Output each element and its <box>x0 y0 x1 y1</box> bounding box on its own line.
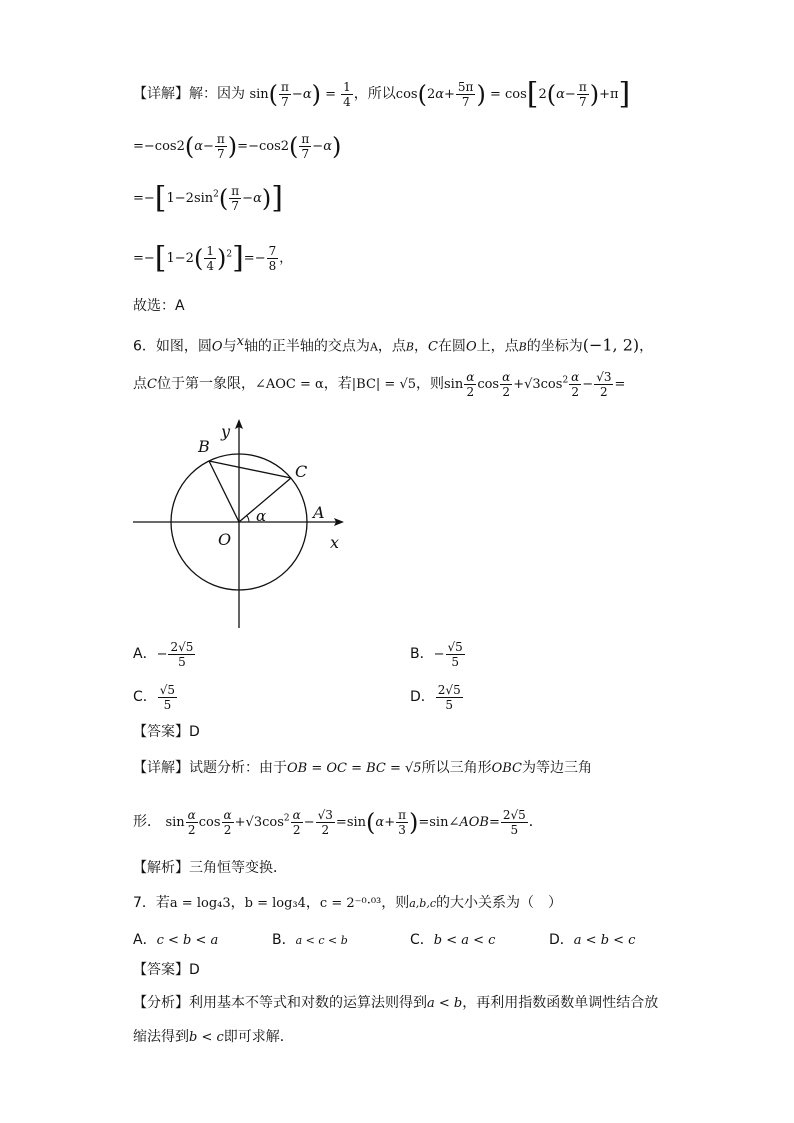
label-alpha: α <box>256 507 267 525</box>
q7-option-B-value: a < c < b <box>295 934 348 947</box>
q6-analysis <box>133 858 287 878</box>
segment-OB <box>209 461 239 522</box>
detail-tag-2: 【详解】 <box>133 760 189 776</box>
q7-text-b: ，则 <box>381 895 410 911</box>
q7-sep2: ， <box>305 895 320 911</box>
q7-analysis-ineq1: a < b <box>427 996 463 1011</box>
q6-option-D[interactable] <box>410 683 464 712</box>
q6-text-h: 的坐标为 <box>526 338 583 355</box>
analysis-value: 三角恒等变换． <box>189 860 287 876</box>
q7-text-c: 的大小关系为（ ） <box>436 895 563 911</box>
q7-option-B[interactable] <box>272 929 348 949</box>
option-B-value: − $\frac{√5}{5}$ <box>433 640 463 669</box>
q7-option-D-label: D． <box>549 932 574 948</box>
solution-line-1 <box>133 76 631 112</box>
q7-analysis-line2-a: 缩法得到 <box>133 1029 189 1045</box>
answer-value: D <box>189 724 200 740</box>
q7-answer <box>133 960 200 980</box>
q6-detail-eq: OB = OC = BC = √5 <box>287 761 422 776</box>
q6-x: x <box>236 334 244 349</box>
q6-detail-end: ． <box>528 814 543 830</box>
q7-analysis-text-b: ，再利用指数函数单调性结合放 <box>462 995 659 1011</box>
q6-O: O <box>211 339 223 355</box>
solution-line-3: $=-[1-2\sin^2$( $\frac{\pi}{7}$ −α)] <box>133 180 283 216</box>
q7-a: a = log₄3 <box>169 896 231 911</box>
q6-coord: (−1, 2) <box>582 335 640 355</box>
q6-text-b: 与 <box>222 338 237 355</box>
circle-figure <box>130 415 360 630</box>
angle-arc <box>247 516 249 523</box>
solution-line-4: =−[1−2( $\frac{1}{4}$ )$^2$]=− $\frac{7}{8}$ ， <box>133 240 293 276</box>
answer-tag: 【答案】 <box>133 724 189 740</box>
q6-line2-d: ，则 <box>416 376 444 392</box>
q6-detail-line2-a: 形． <box>133 814 161 830</box>
q7-option-A[interactable] <box>133 929 218 949</box>
segment-BC <box>209 461 291 478</box>
detail-tag: 【详解】 <box>133 86 189 102</box>
q7-analysis-line-2 <box>133 1027 294 1048</box>
label-A: A <box>313 503 325 522</box>
q7-analysis-ineq2: b < c <box>189 1030 224 1045</box>
solution-intro: 解：因为 <box>189 86 245 102</box>
option-D-label: D． <box>410 689 435 705</box>
label-O: O <box>218 530 232 549</box>
q6-detail-text-b: 所以三角形 <box>421 760 492 776</box>
q7-c: c = 2⁻⁰·⁰³ <box>319 896 382 911</box>
q6-angle: ∠AOC = α <box>254 377 324 392</box>
label-B: B <box>198 437 210 456</box>
q6-text-g: 上，点 <box>476 338 519 355</box>
option-A-value: − $\frac{2√5}{5}$ <box>156 640 194 669</box>
option-D-value: $\frac{2√5}{5}$ <box>437 683 461 712</box>
q6-text-e: ， <box>413 338 428 355</box>
q6-text-c: 轴的正半轴的交点为 <box>243 338 370 355</box>
q6-line2-c: ，若 <box>323 376 352 392</box>
q6-O-2: O <box>465 339 477 355</box>
q6-answer <box>133 722 200 742</box>
q7-sep1: ， <box>230 895 245 911</box>
solution-sep: ，所以 <box>353 86 396 102</box>
q7-option-D-value: a < b < c <box>573 933 636 948</box>
q6-line2-b: 位于第一象限， <box>156 376 255 392</box>
q7-text-a: 若 <box>155 895 170 911</box>
given-equation: sin( $\frac{\pi}{7}$ −α) = $\frac{1}{4}$ <box>249 80 351 109</box>
q6-line-1 <box>133 332 653 358</box>
q7-answer-value: D <box>189 962 200 978</box>
q7-option-B-label: B． <box>272 932 296 948</box>
q6-number: 6． <box>133 338 156 355</box>
q6-option-A[interactable] <box>133 640 196 669</box>
q6-detail-equation: sin $\frac{\alpha}{2}$ cos $\frac{\alpha}{2}$ $+√3\cos^2$ $\frac{\alpha}{2}$ − $\frac{√3}{2}$ =sin(α+ $\frac{\pi}{3}$ )=sin∠AOB= $\frac{2√5}{5}$ <box>165 808 526 837</box>
q7-analysis-text-a: 利用基本不等式和对数的运算法则得到 <box>189 995 427 1011</box>
q7-abc: a,b,c <box>409 897 437 910</box>
q7-option-D[interactable] <box>549 929 635 949</box>
q6-C-2: C <box>147 377 157 392</box>
q6-text-i: ， <box>639 338 654 355</box>
analysis-tag: 【解析】 <box>133 860 189 876</box>
q7-option-C-value: b < a < c <box>433 933 496 948</box>
solution-choice: 故选：A <box>133 298 185 314</box>
q7-analysis-line2-b: 即可求解． <box>223 1029 294 1045</box>
q6-expr: sin $\frac{\alpha}{2}$ cos $\frac{\alpha}{2}$ $+√3\cos^2$ $\frac{\alpha}{2}$ − $\frac{√3}{2}$ = <box>444 370 626 399</box>
q6-detail-line-2 <box>133 808 543 837</box>
q6-option-B[interactable] <box>410 640 466 669</box>
q6-bc: |BC| = √5 <box>351 377 416 392</box>
q7-option-C[interactable] <box>410 929 495 949</box>
q6-detail-text-c: 为等边三角 <box>522 760 592 776</box>
q7-analysis-tag: 【分析】 <box>133 995 189 1011</box>
q6-line2-a: 点 <box>133 376 147 392</box>
q6-text-d: ，点 <box>377 338 406 355</box>
q7-analysis-line-1 <box>133 993 658 1014</box>
q7-option-A-label: A． <box>133 932 157 948</box>
q6-detail-tri: OBC <box>491 761 522 776</box>
q7-option-C-label: C． <box>410 932 434 948</box>
option-C-label: C． <box>133 689 157 705</box>
q7-answer-tag: 【答案】 <box>133 962 189 978</box>
q6-B-2: B <box>518 340 527 354</box>
q6-option-C[interactable] <box>133 683 178 712</box>
q6-B: B <box>405 340 414 354</box>
q6-C: C <box>427 339 438 355</box>
label-C: C <box>295 462 308 481</box>
option-C-value: $\frac{√5}{5}$ <box>159 683 176 712</box>
solution-line-2: =−cos2(α− $\frac{\pi}{7}$ )=−cos2( $\frac{\pi}{7}$ −α) <box>133 132 342 161</box>
option-A-label: A． <box>133 646 157 662</box>
q6-A: A <box>369 340 378 354</box>
q7-line-1 <box>133 893 562 914</box>
q6-detail-text-a: 试题分析：由于 <box>189 760 287 776</box>
label-x: x <box>330 533 340 552</box>
q7-option-A-value: c < b < a <box>156 933 219 948</box>
q6-text-a: 如图，圆 <box>155 338 212 355</box>
q6-text-f: 在圆 <box>437 338 466 355</box>
option-B-label: B． <box>410 646 434 662</box>
q7-b: b = log₃4 <box>244 896 306 911</box>
q7-number: 7． <box>133 895 156 911</box>
q6-detail-line-1 <box>133 758 592 779</box>
target-equation: cos(2α+ $\frac{5\pi}{7}$ ) = cos[2(α− $\frac{\pi}{7}$ )+π] <box>395 76 631 112</box>
label-y: y <box>221 422 231 441</box>
q6-line-2 <box>133 370 625 399</box>
